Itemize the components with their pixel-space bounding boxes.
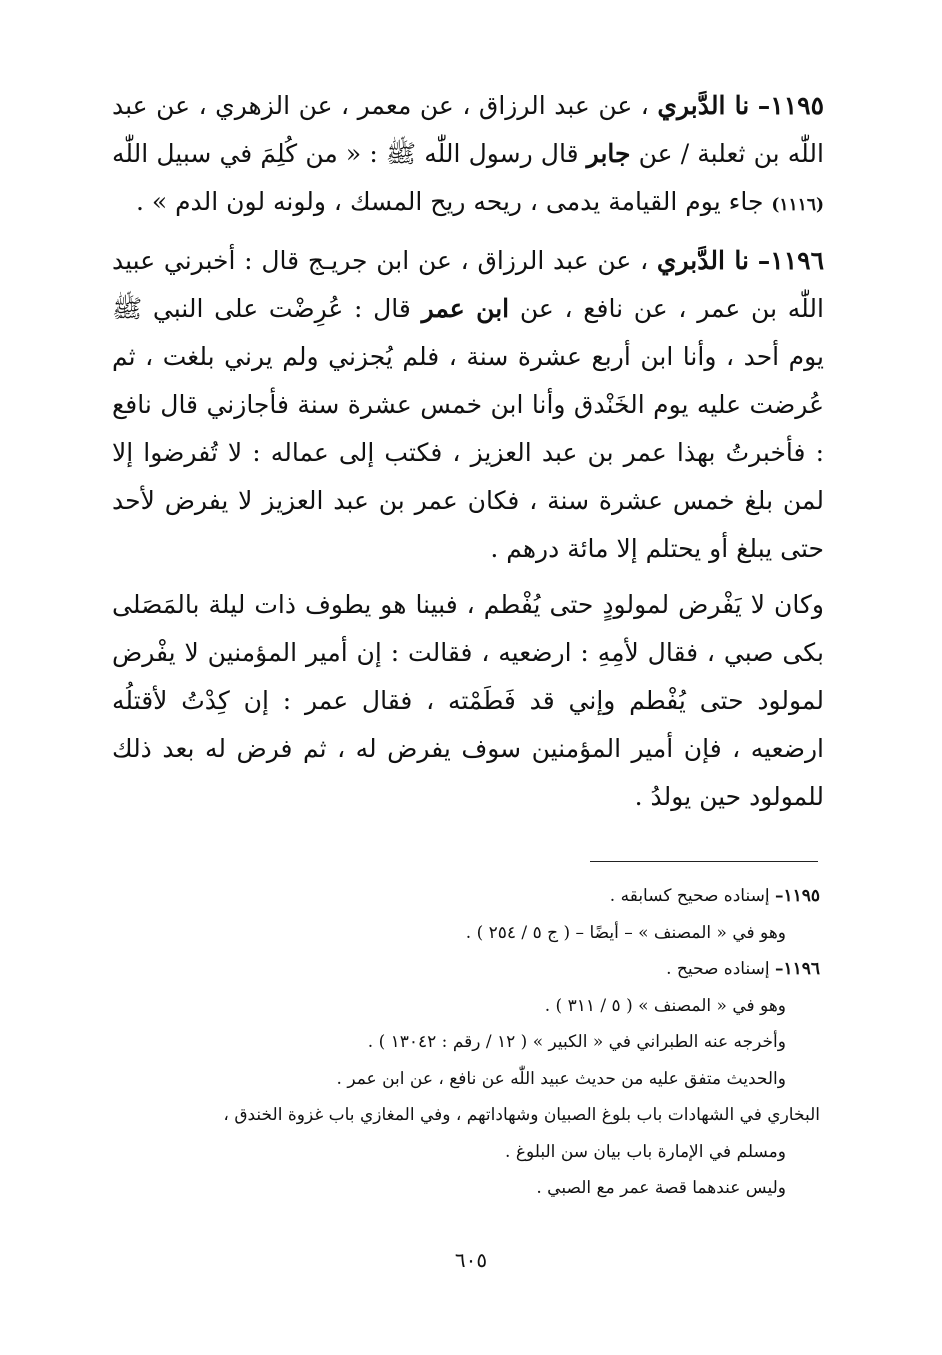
hadith-narrator: جابر [586, 139, 631, 168]
footnote-text: إسناده صحيح . [666, 959, 775, 979]
footnote-number: ١١٩٥– [774, 886, 820, 906]
hadith-text: ، عن عبد الرزاق ، عن ابن جريـج قال : أخبرني عبيد اللّٰه بن عمر ، عن نافع ، عن [112, 246, 824, 323]
hadith-text: قال رسول اللّٰه ﷺ : « من كُلِمَ في سبيل اللّٰه [112, 139, 587, 168]
hadith-1196 [112, 237, 824, 573]
footnote-line: والحديث متفق عليه من حديث عبيد اللّٰه عن نافع ، عن ابن عمر . [336, 1068, 786, 1089]
footnote-text: إسناده صحيح كسابقه . [609, 886, 775, 906]
footnote-line: وليس عندهما قصة عمر مع الصبي . [536, 1178, 786, 1198]
hadith-narrator: ابن عمر [421, 294, 510, 323]
footnote-1195 [100, 878, 820, 915]
footnote-line: وهو في « المصنف » ( ٥ / ٣١١ ) . [544, 995, 786, 1016]
hadith-number: ١١٩٥– [757, 91, 824, 120]
hadith-lead: نا الدَّبري [657, 91, 750, 120]
hadith-lead: نا الدَّبري [656, 246, 750, 275]
hadith-text: جاء يوم القيامة يدمى ، ريحه ريح المسك ، ولونه لون الدم » . [135, 187, 772, 216]
page-number: ٦٠٥ [454, 1248, 488, 1272]
footnote-line: وأخرجه عنه الطبراني في « الكبير » ( ١٢ / رقم : ١٣٠٤٢ ) . [367, 1032, 786, 1052]
cross-reference-mark: (١١١٦) [771, 195, 824, 215]
hadith-number: ١١٩٦– [757, 246, 824, 275]
footnote-line: ومسلم في الإمارة باب بيان سن البلوغ . [505, 1141, 786, 1162]
main-text [112, 82, 824, 821]
footnotes [100, 878, 820, 1207]
hadith-1195 [112, 82, 824, 229]
hadith-text: قال : عُرِضْت على النبي ﷺ يوم أحد ، وأنا ابن أربع عشرة سنة ، فلم يُجزني ولم يرني بلغت ، ثم عُرضت عليه يوم الخَنْدق وأنا ابن خمس عشرة سنة فأجازني قال نافع : فأخبرتُ بهذا عمر بن عبد العزيز ، فكتب إلى عماله : لا تُفرضوا إلا لمن بلغ خمس عشرة سنة ، فكان عمر بن عبد العزيز لا يفرض لأحد حتى يبلغ أو يحتلم إلا مائة درهم . [112, 294, 824, 563]
footnote-1196 [100, 951, 820, 988]
footnote-line: البخاري في الشهادات باب بلوغ الصبيان وشهاداتهم ، وفي المغازي باب غزوة الخندق ، [223, 1105, 820, 1125]
footnote-divider [590, 861, 818, 862]
footnote-number: ١١٩٦– [774, 959, 820, 979]
footnote-line: وهو في « المصنف » – أيضًا – ( ج ٥ / ٢٥٤ ) . [465, 922, 786, 943]
hadith-1196-continuation: وكان لا يَفْرض لمولودٍ حتى يُفْطم ، فبينا هو يطوف ذات ليلة بالمَصَلى بكى صبي ، فقال لأمِهِ : ارضعيه ، فقالت : إن أمير المؤمنين لا يفْرض لمولود حتى يُفْطم وإني قد فَطَمْته ، فقال عمر : إن كِدْتُ لأقتلُه ارضعيه ، فإن أمير المؤمنين سوف يفرض له ، ثم فرض له بعد ذلك للمولود حين يولدُ . [112, 590, 824, 811]
hadith-text: ، عن عبد الرزاق ، عن معمر ، عن الزهري ، عن عبد اللّٰه بن ثعلبة / عن [112, 91, 824, 168]
